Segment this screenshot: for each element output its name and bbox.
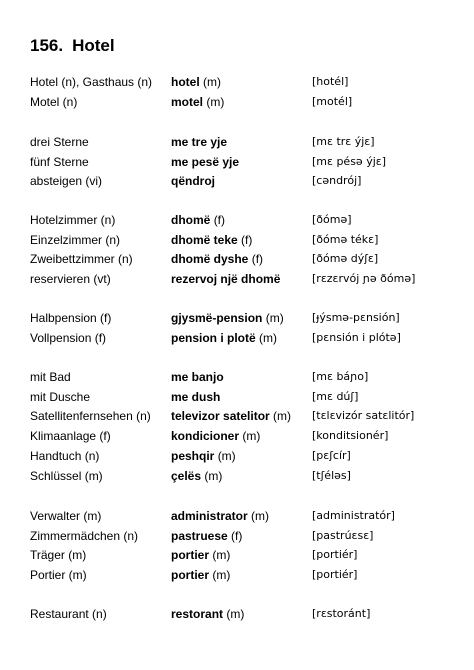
albanian-term	[171, 329, 311, 347]
albanian-term	[171, 546, 311, 564]
albanian-word: dhomë	[171, 213, 211, 227]
gender-marker: (m)	[265, 311, 284, 325]
pronunciation: [portiér]	[312, 568, 358, 582]
albanian-word: me banjo	[171, 370, 224, 384]
albanian-word: pastruese	[171, 528, 228, 543]
pronunciation: [mɛ trɛ ýjɛ]	[312, 135, 375, 148]
gender-marker: (m)	[212, 548, 231, 563]
pronunciation: [tɛlɛvizór satɛlitór]	[312, 409, 415, 423]
albanian-word: televizor satelitor	[171, 409, 270, 424]
pronunciation: [pɛʃcír]	[312, 448, 351, 462]
albanian-word: gjysmë-pension	[171, 311, 263, 325]
gender-marker: (f)	[251, 252, 264, 267]
german-term: absteigen (vi)	[30, 174, 103, 189]
german-term: Portier (m)	[30, 568, 87, 583]
albanian-term	[171, 566, 311, 584]
albanian-word: rezervoj një dhomë	[171, 272, 281, 287]
german-term: Vollpension (f)	[30, 330, 107, 345]
albanian-term	[171, 507, 311, 525]
pronunciation: [rɛstoránt]	[312, 607, 371, 620]
pronunciation: [mɛ báɲo]	[312, 370, 369, 383]
albanian-word: pension i plotë	[171, 330, 256, 345]
albanian-term	[171, 93, 311, 111]
pronunciation: [mɛ dúʃ]	[312, 389, 359, 403]
gender-marker: (m)	[217, 448, 236, 463]
gender-marker: (m)	[259, 330, 278, 345]
pronunciation: [pastrúɛsɛ]	[312, 528, 374, 542]
albanian-term	[171, 133, 311, 151]
gender-marker: (m)	[242, 429, 261, 444]
albanian-word: peshqir	[171, 448, 215, 463]
albanian-word: hotel	[171, 75, 200, 89]
gender-marker: (m)	[226, 607, 245, 621]
german-term: Restaurant (n)	[30, 607, 107, 621]
gender-marker: (m)	[251, 509, 270, 523]
german-term: Klimaanlage (f)	[30, 429, 111, 444]
pronunciation: [mɛ pésə ýjɛ]	[312, 154, 386, 168]
german-term: Halbpension (f)	[30, 311, 112, 325]
pronunciation: [ðómə dýʃɛ]	[312, 252, 379, 266]
albanian-word: me pesë yje	[171, 154, 240, 169]
albanian-term	[171, 447, 311, 465]
gender-marker: (m)	[273, 409, 292, 424]
albanian-word: motel	[171, 94, 204, 109]
pronunciation: [konditsionér]	[312, 429, 389, 443]
albanian-term	[171, 427, 311, 445]
section-title: Hotel	[72, 36, 115, 55]
albanian-word: restorant	[171, 607, 224, 621]
pronunciation: [hotél]	[312, 75, 349, 88]
albanian-term	[171, 73, 311, 91]
albanian-term	[171, 211, 311, 229]
section-number: 156.	[30, 36, 64, 55]
pronunciation: [portiér]	[312, 548, 358, 562]
albanian-word: portier	[171, 548, 210, 563]
pronunciation: [rɛzɛrvój ɲə ðómə]	[312, 272, 416, 286]
albanian-term	[171, 231, 311, 249]
german-term: Schlüssel (m)	[30, 468, 103, 483]
pronunciation: [tʃéləs]	[312, 468, 351, 482]
german-term: mit Dusche	[30, 389, 91, 404]
german-term: Zweibettzimmer (n)	[30, 252, 133, 267]
german-term: Zimmermädchen (n)	[30, 528, 139, 543]
gender-marker: (f)	[241, 232, 253, 247]
pronunciation: [ðómə]	[312, 213, 352, 226]
albanian-word: qëndroj	[171, 174, 215, 189]
pronunciation: [ðómə tékɛ]	[312, 232, 379, 246]
albanian-word: dhomë teke	[171, 232, 238, 247]
german-term: mit Bad	[30, 370, 71, 384]
page-title	[30, 36, 115, 56]
german-term: Satellitenfernsehen (n)	[30, 409, 151, 424]
albanian-word: çelës	[171, 468, 202, 483]
albanian-term	[171, 270, 311, 288]
german-term: Motel (n)	[30, 94, 78, 109]
pronunciation: [motél]	[312, 94, 353, 108]
gender-marker: (m)	[212, 568, 231, 583]
gender-marker: (m)	[206, 94, 225, 109]
gender-marker: (m)	[204, 468, 223, 483]
pronunciation: [pɛnsión i plótə]	[312, 330, 401, 344]
albanian-word: me dush	[171, 389, 221, 404]
german-term: Einzelzimmer (n)	[30, 232, 121, 247]
albanian-word: dhomë dyshe	[171, 252, 249, 267]
pronunciation: [administratór]	[312, 509, 395, 522]
albanian-term	[171, 153, 311, 171]
albanian-term	[171, 467, 311, 485]
albanian-term	[171, 388, 311, 406]
german-term: fünf Sterne	[30, 154, 89, 169]
albanian-term	[171, 407, 311, 425]
albanian-term	[171, 605, 311, 623]
albanian-word: portier	[171, 568, 210, 583]
german-term: Hotel (n), Gasthaus (n)	[30, 75, 153, 89]
german-term: Handtuch (n)	[30, 448, 100, 463]
pronunciation: [cəndrój]	[312, 174, 362, 188]
albanian-term	[171, 250, 311, 268]
albanian-word: me tre yje	[171, 135, 228, 149]
pronunciation: [ɟýsmə-pɛnsión]	[312, 311, 400, 324]
albanian-word: kondicioner	[171, 429, 240, 444]
gender-marker: (m)	[203, 75, 222, 89]
german-term: Hotelzimmer (n)	[30, 213, 116, 227]
albanian-term	[171, 172, 311, 190]
albanian-word: administrator	[171, 509, 248, 523]
german-term: reservieren (vt)	[30, 272, 111, 287]
albanian-term	[171, 527, 311, 545]
gender-marker: (f)	[213, 213, 226, 227]
german-term: Träger (m)	[30, 548, 87, 563]
gender-marker: (f)	[231, 528, 243, 543]
german-term: Verwalter (m)	[30, 509, 102, 523]
albanian-term	[171, 309, 311, 327]
albanian-term	[171, 368, 311, 386]
german-term: drei Sterne	[30, 135, 89, 149]
